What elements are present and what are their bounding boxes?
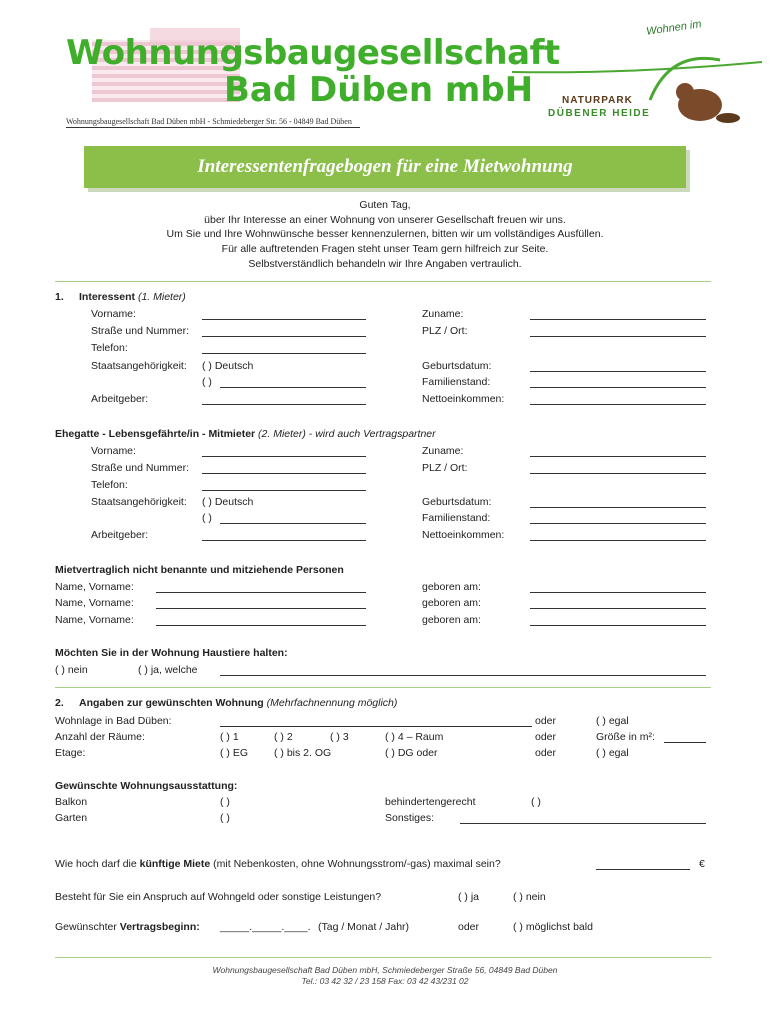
miete-pre: Wie hoch darf die <box>55 858 137 870</box>
label-name-vorname: Name, Vorname: <box>55 597 134 609</box>
section-divider <box>55 687 711 688</box>
other-nationality-field[interactable] <box>220 387 366 388</box>
section1-note: (1. Mieter) <box>137 291 186 303</box>
person3-born-field[interactable] <box>530 625 706 626</box>
beaver-logo-icon <box>640 40 740 130</box>
intro-line: Selbstverständlich behandeln wir Ihre Angaben vertraulich. <box>248 257 522 270</box>
checkbox-floor-egal[interactable]: ( ) egal <box>596 747 629 759</box>
checkbox-deutsch-2[interactable]: ( ) Deutsch <box>202 496 254 508</box>
miete-bold: künftige Miete <box>139 858 211 870</box>
checkbox-floor-og[interactable]: ( ) bis 2. OG <box>274 747 332 759</box>
currency-euro: € <box>699 858 705 870</box>
section1-number: 1. <box>55 291 64 303</box>
person1-name-field[interactable] <box>156 592 366 593</box>
badge-duebener-heide: DÜBENER HEIDE <box>548 108 651 119</box>
sonstiges-field[interactable] <box>460 823 706 824</box>
section1-heading <box>79 291 186 304</box>
intro-line: Für alle auftretenden Fragen steht unser Team gern hilfreich zur Seite. <box>221 243 549 256</box>
label-nettoeinkommen-2: Nettoeinkommen: <box>422 529 505 541</box>
label-wohnlage: Wohnlage in Bad Düben: <box>55 715 172 727</box>
badge-naturpark: NATURPARK <box>562 95 633 106</box>
person3-name-field[interactable] <box>156 625 366 626</box>
strasse-field[interactable] <box>202 336 366 337</box>
nettoeinkommen-field-2[interactable] <box>530 540 706 541</box>
label-name-vorname: Name, Vorname: <box>55 581 134 593</box>
label-geboren: geboren am: <box>422 614 481 626</box>
section2-heading <box>79 697 397 710</box>
checkbox-deutsch[interactable]: ( ) Deutsch <box>202 360 254 372</box>
familienstand-field[interactable] <box>530 387 706 388</box>
checkbox-lage-egal[interactable]: ( ) egal <box>596 715 629 727</box>
ausstattung-heading: Gewünschte Wohnungsausstattung: <box>55 780 238 792</box>
label-plz-2: PLZ / Ort: <box>422 462 468 474</box>
footer <box>0 965 770 987</box>
pets-which-field[interactable] <box>220 675 706 676</box>
pets-heading: Möchten Sie in der Wohnung Haustiere halten: <box>55 647 288 659</box>
date-format-hint: (Tag / Monat / Jahr) <box>318 921 410 933</box>
arbeitgeber-field-2[interactable] <box>202 540 366 541</box>
label-telefon: Telefon: <box>91 342 128 354</box>
checkbox-rooms-1[interactable]: ( ) 1 <box>220 731 239 743</box>
label-sonstiges: Sonstiges: <box>385 812 435 824</box>
plz-field-2[interactable] <box>530 473 706 474</box>
label-nettoeinkommen: Nettoeinkommen: <box>422 393 505 405</box>
beginn-pre: Gewünschter <box>55 921 117 933</box>
label-zuname-2: Zuname: <box>422 445 464 457</box>
miete-post: (mit Nebenkosten, ohne Wohnungsstrom/-gas) maximal sein? <box>213 858 501 870</box>
checkbox-rooms-4[interactable]: ( ) 4 – Raum <box>385 731 444 743</box>
label-oder: oder <box>458 921 480 933</box>
zuname-field[interactable] <box>530 319 706 320</box>
checkbox-balkon[interactable]: ( ) <box>220 796 230 808</box>
intro-text <box>0 198 770 272</box>
label-geburtsdatum: Geburtsdatum: <box>422 360 492 372</box>
vorname-field-2[interactable] <box>202 456 366 457</box>
miete-question <box>55 858 501 871</box>
label-oder: oder <box>535 715 557 727</box>
label-strasse-2: Straße und Nummer: <box>91 462 190 474</box>
intro-line: Guten Tag, <box>359 199 411 211</box>
company-name-line2: Bad Düben mbH <box>224 70 534 110</box>
label-familienstand: Familienstand: <box>422 376 491 388</box>
geburtsdatum-field-2[interactable] <box>530 507 706 508</box>
checkbox-other-nationality[interactable]: ( ) <box>202 376 212 388</box>
wohngeld-question: Besteht für Sie ein Anspruch auf Wohngeld oder sonstige Leistungen? <box>55 891 382 903</box>
vorname-field[interactable] <box>202 319 366 320</box>
section1-title: Interessent <box>79 291 136 303</box>
checkbox-rooms-3[interactable]: ( ) 3 <box>330 731 349 743</box>
company-name-line1: Wohnungsbaugesellschaft <box>66 33 560 73</box>
label-strasse: Straße und Nummer: <box>91 325 190 337</box>
label-staatsangehoerigkeit: Staatsangehörigkeit: <box>91 360 187 372</box>
checkbox-rooms-2[interactable]: ( ) 2 <box>274 731 293 743</box>
strasse-field-2[interactable] <box>202 473 366 474</box>
footer-divider <box>55 957 711 958</box>
label-geboren: geboren am: <box>422 581 481 593</box>
label-name-vorname: Name, Vorname: <box>55 614 134 626</box>
vertragsbeginn-date-field[interactable]: _____._____.____. <box>220 921 311 933</box>
checkbox-garten[interactable]: ( ) <box>220 812 230 824</box>
label-plz: PLZ / Ort: <box>422 325 468 337</box>
label-geboren: geboren am: <box>422 597 481 609</box>
section1b-heading <box>55 428 436 441</box>
label-behindertengerecht: behindertengerecht <box>385 796 476 808</box>
label-zuname: Zuname: <box>422 308 464 320</box>
section2-note: (Mehrfachnennung möglich) <box>266 697 398 709</box>
label-familienstand-2: Familienstand: <box>422 512 491 524</box>
telefon-field-2[interactable] <box>202 490 366 491</box>
geburtsdatum-field[interactable] <box>530 371 706 372</box>
label-balkon: Balkon <box>55 796 88 808</box>
checkbox-floor-eg[interactable]: ( ) EG <box>220 747 248 759</box>
other-nationality-field-2[interactable] <box>220 523 366 524</box>
label-telefon-2: Telefon: <box>91 479 128 491</box>
checkbox-floor-dg[interactable]: ( ) DG oder <box>385 747 438 759</box>
intro-line: Um Sie und Ihre Wohnwünsche besser kennenzulernen, bitten wir um vollständiges Ausfüllen. <box>166 228 604 241</box>
label-vorname-2: Vorname: <box>91 445 136 457</box>
section1b-title: Ehegatte - Lebensgefährte/in - Mitmieter <box>55 428 256 440</box>
checkbox-wohngeld-ja[interactable]: ( ) ja <box>458 891 479 903</box>
form-title: Interessentenfragebogen für eine Mietwohnung <box>197 156 573 177</box>
badge-wohnen-text: Wohnen im <box>645 18 703 38</box>
footer-contact: Tel.: 03 42 32 / 23 158 Fax: 03 42 43/231 02 <box>301 976 469 986</box>
zuname-field-2[interactable] <box>530 456 706 457</box>
intro-line: über Ihr Interesse an einer Wohnung von unserer Gesellschaft freuen wir uns. <box>204 213 566 226</box>
header-address-rule <box>66 127 360 128</box>
checkbox-wohngeld-nein[interactable]: ( ) nein <box>513 891 546 903</box>
checkbox-pets-no[interactable]: ( ) nein <box>55 664 88 676</box>
label-garten: Garten <box>55 812 88 824</box>
telefon-field[interactable] <box>202 353 366 354</box>
form-title-banner <box>84 146 686 188</box>
checkbox-pets-yes[interactable]: ( ) ja, welche <box>138 664 198 676</box>
familienstand-field-2[interactable] <box>530 523 706 524</box>
footer-address: Wohnungsbaugesellschaft Bad Düben mbH, Schmiedeberger Straße 56, 04849 Bad Düben <box>212 965 558 975</box>
section-divider <box>55 281 711 282</box>
label-anzahl-raeume: Anzahl der Räume: <box>55 731 145 743</box>
section2-number: 2. <box>55 697 64 709</box>
label-oder: oder <box>535 731 557 743</box>
person1-born-field[interactable] <box>530 592 706 593</box>
label-etage: Etage: <box>55 747 86 759</box>
miete-field[interactable] <box>596 869 690 870</box>
section1b-note: (2. Mieter) - wird auch Vertragspartner <box>258 428 436 440</box>
person2-born-field[interactable] <box>530 608 706 609</box>
label-geburtsdatum-2: Geburtsdatum: <box>422 496 492 508</box>
header-address: Wohnungsbaugesellschaft Bad Düben mbH - Schmiedeberger Str. 56 - 04849 Bad Düben <box>66 117 352 126</box>
section2-title: Angaben zur gewünschten Wohnung <box>79 697 264 709</box>
arbeitgeber-field[interactable] <box>202 404 366 405</box>
wohnlage-field[interactable] <box>220 726 532 727</box>
groesse-field[interactable] <box>664 742 706 743</box>
checkbox-behindertengerecht[interactable]: ( ) <box>531 796 541 808</box>
checkbox-moeglichst-bald[interactable]: ( ) möglichst bald <box>513 921 593 933</box>
vertragsbeginn-label <box>55 921 200 934</box>
checkbox-other-nationality-2[interactable]: ( ) <box>202 512 212 524</box>
label-oder: oder <box>535 747 557 759</box>
nettoeinkommen-field[interactable] <box>530 404 706 405</box>
label-staatsangehoerigkeit-2: Staatsangehörigkeit: <box>91 496 187 508</box>
plz-field[interactable] <box>530 336 706 337</box>
label-vorname: Vorname: <box>91 308 136 320</box>
beginn-bold: Vertragsbeginn: <box>119 921 200 933</box>
label-arbeitgeber-2: Arbeitgeber: <box>91 529 149 541</box>
label-arbeitgeber: Arbeitgeber: <box>91 393 149 405</box>
person2-name-field[interactable] <box>156 608 366 609</box>
persons-heading: Mietvertraglich nicht benannte und mitziehende Personen <box>55 564 344 576</box>
label-groesse: Größe in m²: <box>596 731 655 743</box>
